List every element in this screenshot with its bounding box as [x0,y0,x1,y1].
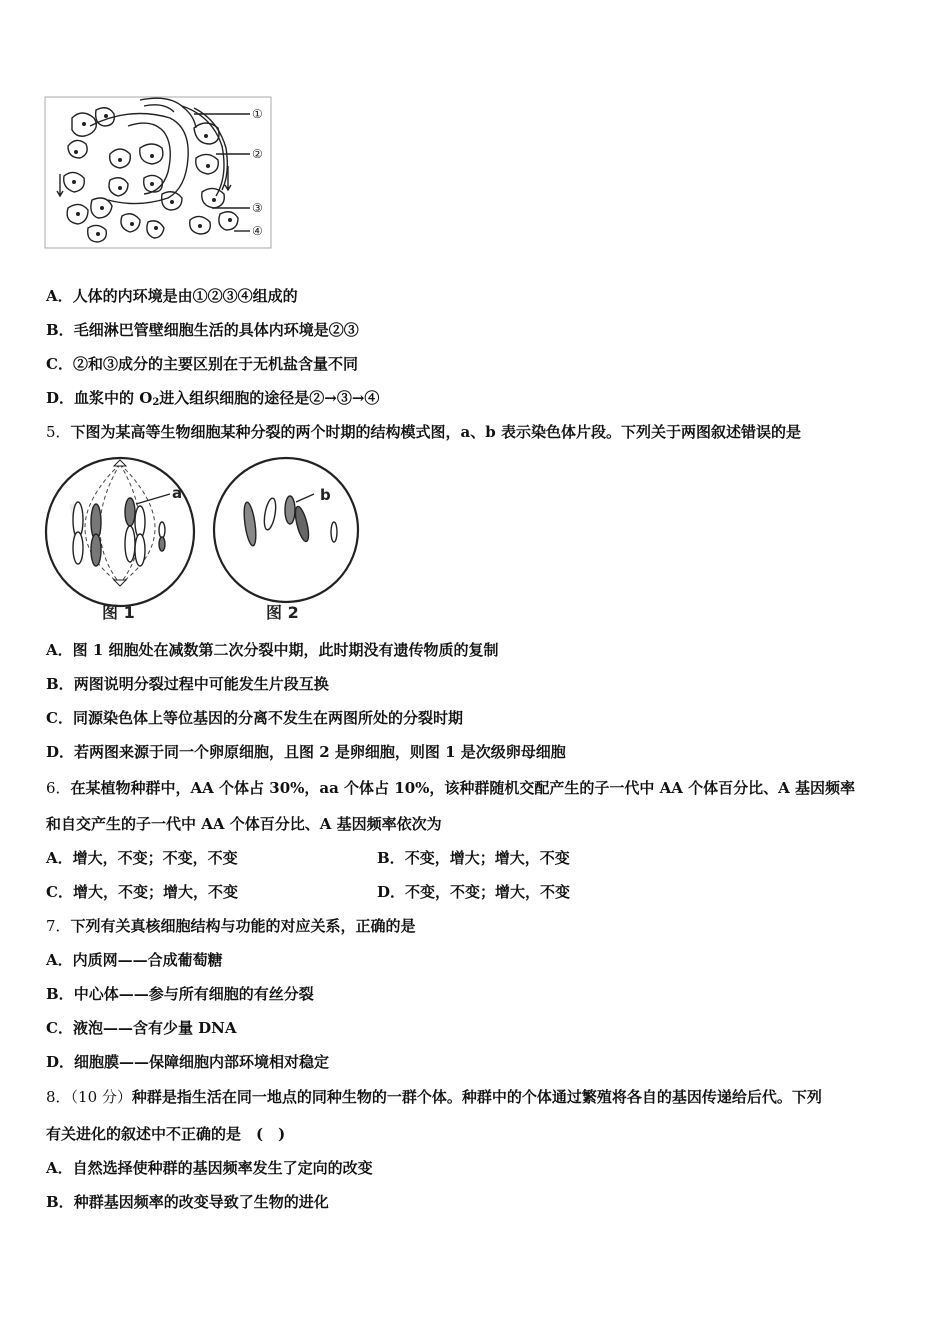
q7-option-c [46,1018,237,1038]
option-text: 血浆中的 O [74,389,153,407]
option-text: 内质网——合成葡萄糖 [72,951,223,969]
chromosome-figures-svg [44,452,368,626]
option-text: 人体的内环境是由①②③④组成的 [72,287,298,305]
option-letter: A． [46,641,73,659]
option-letter: B． [46,1193,74,1211]
tissue-diagram [44,96,274,250]
option-letter: A． [46,287,73,305]
option-text: 若两图来源于同一个卵原细胞，且图 2 是卵细胞，则图 1 是次级卵母细胞 [74,743,566,761]
option-text: 种群基因频率的改变导致了生物的进化 [73,1193,329,1211]
subscript: 2 [152,397,160,408]
q5-option-c [46,708,463,728]
figure-label-3: ③ [252,201,263,215]
question-text: 下图为某高等生物细胞某种分裂的两个时期的结构模式图，a、b 表示染色体片段。下列关于两图叙述错误的是 [70,423,801,441]
figure-caption-2: 图 2 [266,603,299,622]
option-letter: A． [46,1159,73,1177]
figure-label-2: ② [252,147,263,161]
option-text: 不变，增大；增大，不变 [404,849,570,867]
chromosome-figures [44,452,368,626]
figure-label-4: ④ [252,224,263,238]
figure-caption-1: 图 1 [102,603,135,622]
option-text: 不变，不变；增大，不变 [405,883,571,901]
option-text: 两图说明分裂过程中可能发生片段互换 [73,675,329,693]
q7-stem [46,916,416,936]
q7-option-a [46,950,223,970]
option-text: 中心体——参与所有细胞的有丝分裂 [73,985,314,1003]
q7-option-d [46,1052,329,1072]
q4-option-b [46,320,359,340]
option-letter: B． [46,675,74,693]
q6-option-b [377,848,570,868]
option-text: 细胞膜——保障细胞内部环境相对稳定 [74,1053,330,1071]
q4-option-d [46,388,379,413]
option-letter: B． [46,985,74,1003]
q6-stem-line2 [46,814,442,834]
q6-stem-line1 [46,778,855,798]
question-number: 7． [46,917,71,935]
q8-stem-line2 [46,1124,285,1144]
q8-stem-line1 [46,1087,822,1107]
q6-option-a [46,849,238,867]
q4-option-c [46,354,358,374]
option-letter: D． [46,389,75,407]
figure-label-1: ① [252,107,263,121]
option-letter: B． [46,321,74,339]
option-letter: B． [377,849,405,867]
q8-option-b [46,1192,329,1212]
question-number: 6． [46,779,71,797]
option-letter: C． [46,883,73,901]
question-number: 8． [46,1088,71,1106]
question-text: 下列有关真核细胞结构与功能的对应关系，正确的是 [70,917,416,935]
option-text: 同源染色体上等位基因的分离不发生在两图所处的分裂时期 [72,709,463,727]
q6-options-row1 [46,848,906,868]
option-text: ②和③成分的主要区别在于无机盐含量不同 [72,355,358,373]
question-number: 5． [46,423,71,441]
option-letter: A． [46,951,73,969]
q5-stem [46,422,801,442]
figure-label-a: a [172,484,183,502]
q5-option-a [46,640,499,660]
option-text: 毛细淋巴管壁细胞生活的具体内环境是②③ [73,321,359,339]
q6-option-d [377,882,570,902]
q5-option-b [46,674,329,694]
option-letter: D． [46,1053,75,1071]
question-text: 有关进化的叙述中不正确的是 ( ) [46,1125,286,1143]
tissue-diagram-svg [44,96,274,250]
question-score: （10 分） [70,1088,132,1106]
option-letter: C． [46,709,73,727]
q4-option-a [46,286,298,306]
q8-option-a [46,1158,373,1178]
question-text: 种群是指生活在同一地点的同种生物的一群个体。种群中的个体通过繁殖将各自的基因传递给后代。下列 [131,1088,822,1106]
option-letter: D． [377,883,406,901]
option-letter: C． [46,1019,73,1037]
option-text: 液泡——含有少量 DNA [72,1019,237,1037]
option-text: 增大，不变；不变，不变 [72,849,238,867]
option-text: 自然选择使种群的基因频率发生了定向的改变 [72,1159,373,1177]
option-letter: D． [46,743,75,761]
option-letter: C． [46,355,73,373]
option-text: 增大，不变；增大，不变 [72,883,238,901]
q6-option-c [46,883,238,901]
question-text: 在某植物种群中，AA 个体占 30%，aa 个体占 10%，该种群随机交配产生的子一代中 AA 个体百分比、A 基因频率 [70,779,855,797]
q5-option-d [46,742,566,762]
q6-options-row2 [46,882,906,902]
figure-label-b: b [320,486,331,504]
option-text: 进入组织细胞的途径是②→③→④ [159,389,380,407]
option-text: 图 1 细胞处在减数第二次分裂中期，此时期没有遗传物质的复制 [72,641,499,659]
q7-option-b [46,984,314,1004]
option-letter: A． [46,849,73,867]
question-text: 和自交产生的子一代中 AA 个体百分比、A 基因频率依次为 [46,815,442,833]
